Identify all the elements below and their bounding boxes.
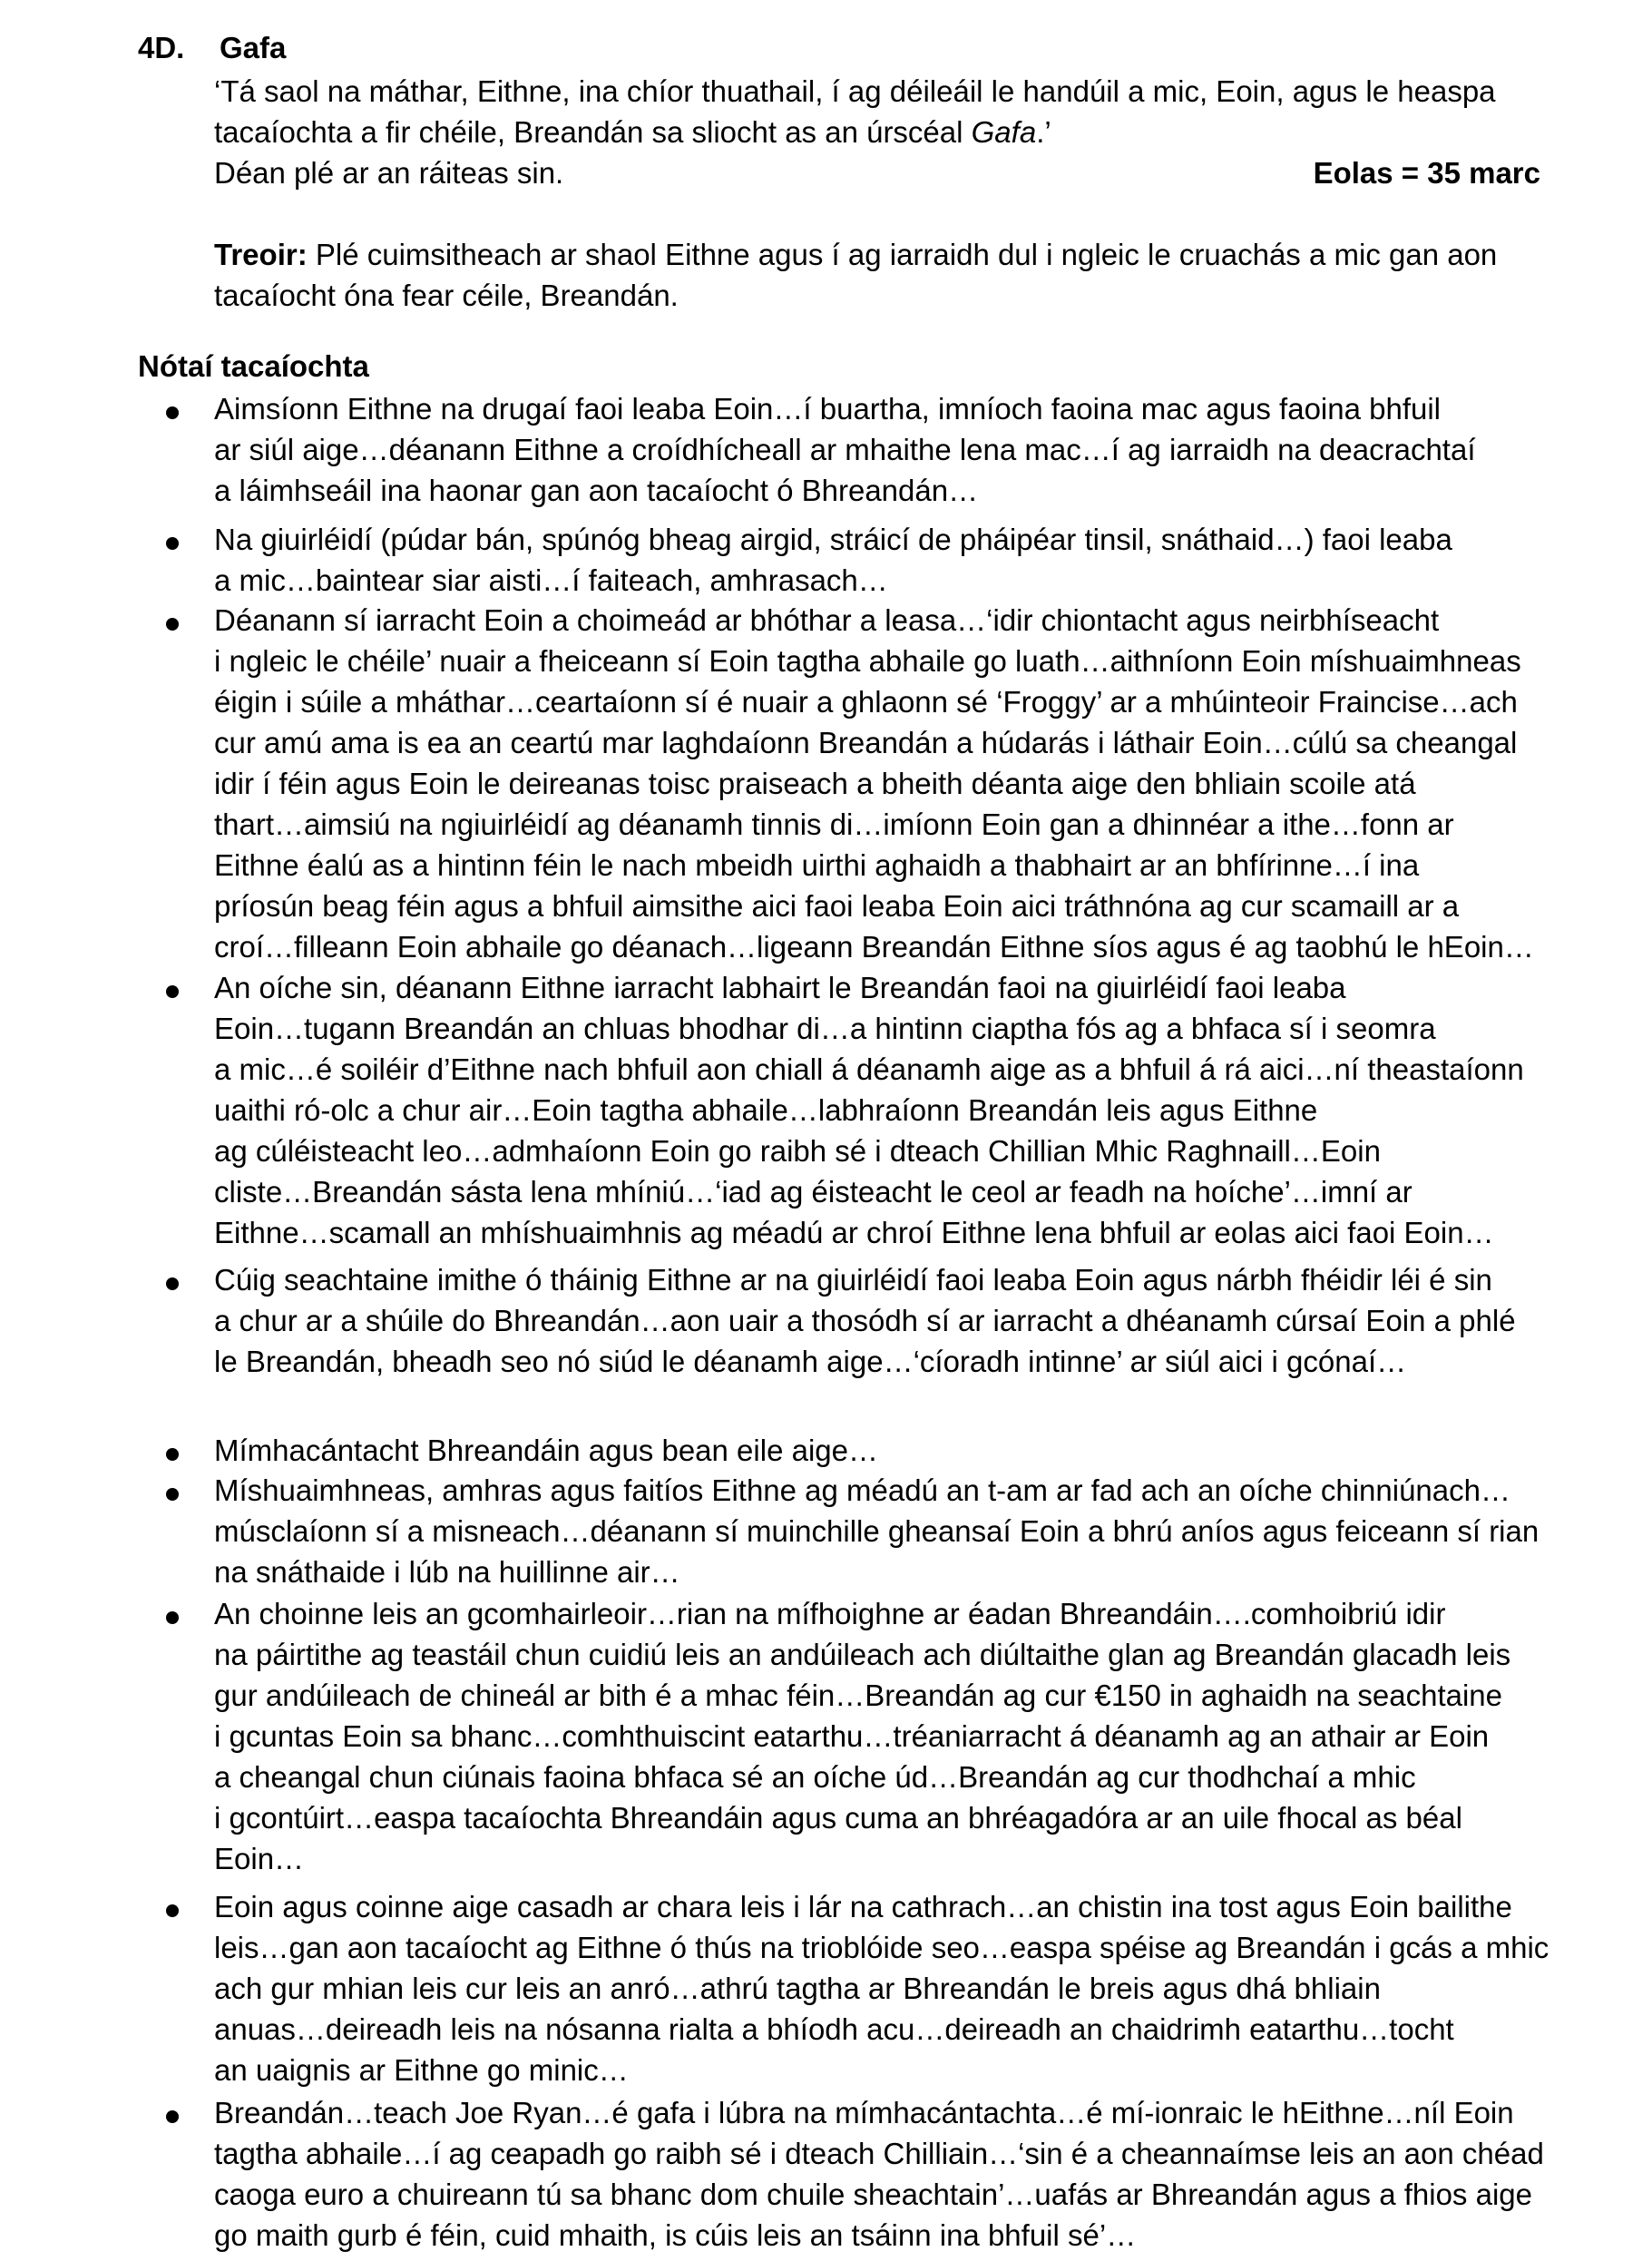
question-heading	[138, 31, 286, 65]
list-item-line: An choinne leis an gcomhairleoir…rian na mífhoighne ar éadan Bhreandáin….comhoibriú idir	[214, 1597, 1446, 1630]
list-item-line: ar siúl aige…déanann Eithne a croídhícheall ar mhaithe lena mac…í ag iarraidh na deacrachtaí	[214, 433, 1476, 466]
notes-heading: Nótaí tacaíochta	[138, 349, 369, 383]
list-item-line: tagtha abhaile…í ag ceapadh go raibh sé i dteach Chilliain…‘sin é a cheannaímse leis an aon chéad	[214, 2137, 1544, 2170]
list-item-line: Mímhacántacht Bhreandáin agus bean eile aige…	[214, 1434, 878, 1467]
list-item-line: Eithne éalú as a hintinn féin le nach mbeidh uirthi aghaidh a thabhairt ar an bhfírinne…í ina	[214, 848, 1420, 882]
list-item-line: i ngleic le chéile’ nuair a fheiceann sí Eoin tagtha abhaile go luath…aithníonn Eoin míshuaimhneas	[214, 644, 1521, 678]
list-item-line: caoga euro a chuireann tú sa bhanc dom chuile sheachtain’…uafás ar Bhreandán agus a fhios aige	[214, 2178, 1532, 2211]
treoir-line-1	[214, 238, 1497, 272]
list-item-line: Aimsíonn Eithne na drugaí faoi leaba Eoin…í buartha, imníoch faoina mac agus faoina bhfuil	[214, 392, 1442, 426]
novel-title: Gafa	[971, 115, 1037, 149]
bullet-icon	[166, 1277, 179, 1290]
list-item-line: Eithne…scamall an mhíshuaimhnis ag méadú ar chroí Eithne lena bhfuil ar eolas aici faoi Eoin…	[214, 1216, 1494, 1249]
bullet-icon	[166, 406, 179, 419]
list-item-line: An oíche sin, déanann Eithne iarracht labhairt le Breandán faoi na giuirléidí faoi leaba	[214, 971, 1346, 1004]
list-item-line: leis…gan aon tacaíocht ag Eithne ó thús na trioblóide seo…easpa spéise ag Breandán i gcás a mhic	[214, 1931, 1549, 1964]
list-item-line: uaithi ró-olc a chur air…Eoin tagtha abhaile…labhraíonn Breandán leis agus Eithne	[214, 1093, 1318, 1127]
bullet-icon	[166, 618, 179, 631]
list-item-line: an uaignis ar Eithne go minic…	[214, 2053, 629, 2087]
bullet-icon	[166, 1904, 179, 1917]
list-item-line: príosún beag féin agus a bhfuil aimsithe aici faoi leaba Eoin aici tráthnóna ag cur scamaill ar a	[214, 889, 1460, 923]
list-item-line: croí…filleann Eoin abhaile go déanach…ligeann Breandán Eithne síos agus é ag taobhú le hEoin…	[214, 930, 1534, 964]
list-item-line: Eoin agus coinne aige casadh ar chara leis i lár na cathrach…an chistin ina tost agus Eoin bailithe	[214, 1890, 1512, 1923]
list-item-line: Déanann sí iarracht Eoin a choimeád ar bhóthar a leasa…‘idir chiontacht agus neirbhíseacht	[214, 603, 1440, 637]
statement-text: tacaíochta a fir chéile, Breandán sa sliocht as an úrscéal	[214, 115, 972, 149]
list-item-line: Míshuaimhneas, amhras agus faitíos Eithne ag méadú an t-am ar fad ach an oíche chinniúnach…	[214, 1473, 1510, 1507]
list-item-line: go maith gurb é féin, cuid mhaith, is cúis leis an tsáinn ina bhfuil sé’…	[214, 2218, 1137, 2252]
statement-line-1: ‘Tá saol na máthar, Eithne, ina chíor thuathail, í ag déileáil le handúil a mic, Eoin, agus le heaspa	[214, 74, 1496, 108]
marks-label: Eolas = 35 marc	[1313, 156, 1540, 190]
list-item-line: na snáthaide i lúb na huillinne air…	[214, 1555, 680, 1589]
instruction: Déan plé ar an ráiteas sin.	[214, 156, 564, 190]
list-item-line: a mic…baintear siar aisti…í faiteach, amhrasach…	[214, 563, 888, 597]
list-item-line: i gcuntas Eoin sa bhanc…comhthuiscint eatarthu…tréaniarracht á déanamh ag an athair ar Eoin	[214, 1719, 1490, 1753]
list-item-line: Breandán…teach Joe Ryan…é gafa i lúbra na mímhacántachta…é mí-ionraic le hEithne…níl Eoin	[214, 2096, 1514, 2129]
list-item-line: gur andúileach de chineál ar bith é a mhac féin…Breandán ag cur €150 in aghaidh na seachtaine	[214, 1679, 1502, 1712]
list-item-line: éigin i súile a mháthar…ceartaíonn sí é nuair a ghlaonn sé ‘Froggy’ ar a mhúinteoir Fraincise…ach	[214, 685, 1518, 719]
bullet-icon	[166, 2110, 179, 2123]
list-item-line: na páirtithe ag teastáil chun cuidiú leis an andúileach ach diúltaithe glan ag Breandán glacadh leis	[214, 1638, 1511, 1671]
list-item-line: a láimhseáil ina haonar gan aon tacaíocht ó Bhreandán…	[214, 474, 979, 507]
bullet-icon	[166, 1448, 179, 1461]
list-item-line: Eoin…	[214, 1842, 305, 1875]
list-item-line: idir í féin agus Eoin le deireanas toisc praiseach a bheith déanta aige den bhliain scoile atá	[214, 767, 1416, 800]
list-item-line: músclaíonn sí a misneach…déanann sí muinchille gheansaí Eoin a bhrú aníos agus feiceann sí rian	[214, 1514, 1540, 1548]
list-item-line: Cúig seachtaine imithe ó tháinig Eithne ar na giuirléidí faoi leaba Eoin agus nárbh fhéidir léi é sin	[214, 1263, 1492, 1297]
list-item-line: Na giuirléidí (púdar bán, spúnóg bheag airgid, stráicí de pháipéar tinsil, snáthaid…) faoi leaba	[214, 523, 1452, 556]
list-item-line: i gcontúirt…easpa tacaíochta Bhreandáin agus cuma an bhréagadóra ar an uile fhocal as béal	[214, 1801, 1462, 1835]
list-item-line: ag cúléisteacht leo…admhaíonn Eoin go raibh sé i dteach Chillian Mhic Raghnaill…Eoin	[214, 1134, 1381, 1168]
bullet-icon	[166, 1488, 179, 1501]
question-title: Gafa	[220, 31, 287, 64]
list-item-line: ach gur mhian leis cur leis an anró…athrú tagtha ar Bhreandán le breis agus dhá bhliain	[214, 1972, 1381, 2005]
treoir-text: Plé cuimsitheach ar shaol Eithne agus í ag iarraidh dul i ngleic le cruachás a mic gan aon	[307, 238, 1498, 271]
bullet-icon	[166, 985, 179, 998]
statement-close: .’	[1036, 115, 1051, 149]
bullet-icon	[166, 1611, 179, 1624]
list-item-line: thart…aimsiú na ngiuirléidí ag déanamh tinnis di…imíonn Eoin gan a dhinnéar a ithe…fonn ar	[214, 808, 1454, 841]
bullet-icon	[166, 537, 179, 550]
list-item-line: a chur ar a shúile do Bhreandán…aon uair a thosódh sí ar iarracht a dhéanamh cúrsaí Eoin a phlé	[214, 1304, 1516, 1337]
list-item-line: le Breandán, bheadh seo nó siúd le déanamh aige…‘cíoradh intinne’ ar siúl aici i gcónaí…	[214, 1345, 1407, 1378]
statement-line-2	[214, 115, 1051, 150]
list-item-line: cur amú ama is ea an ceartú mar laghdaíonn Breandán a húdarás i láthair Eoin…cúlú sa cheangal	[214, 726, 1518, 759]
list-item-line: Eoin…tugann Breandán an chluas bhodhar di…a hintinn ciaptha fós ag a bhfaca sí i seomra	[214, 1012, 1436, 1045]
treoir-label: Treoir:	[214, 238, 308, 271]
treoir-line-2: tacaíocht óna fear céile, Breandán.	[214, 279, 679, 312]
list-item-line: cliste…Breandán sásta lena mhíniú…‘iad ag éisteacht le ceol ar feadh na hoíche’…imní ar	[214, 1175, 1413, 1209]
list-item-line: a cheangal chun ciúnais faoina bhfaca sé an oíche úd…Breandán ag cur thodhchaí a mhic	[214, 1760, 1416, 1794]
list-item-line: a mic…é soiléir d’Eithne nach bhfuil aon chiall á déanamh aige as a bhfuil á rá aici…ní theastaíonn	[214, 1052, 1524, 1086]
question-number: 4D.	[138, 31, 185, 64]
list-item-line: anuas…deireadh leis na nósanna rialta a bhíodh acu…deireadh an chaidrimh eatarthu…tocht	[214, 2012, 1454, 2046]
